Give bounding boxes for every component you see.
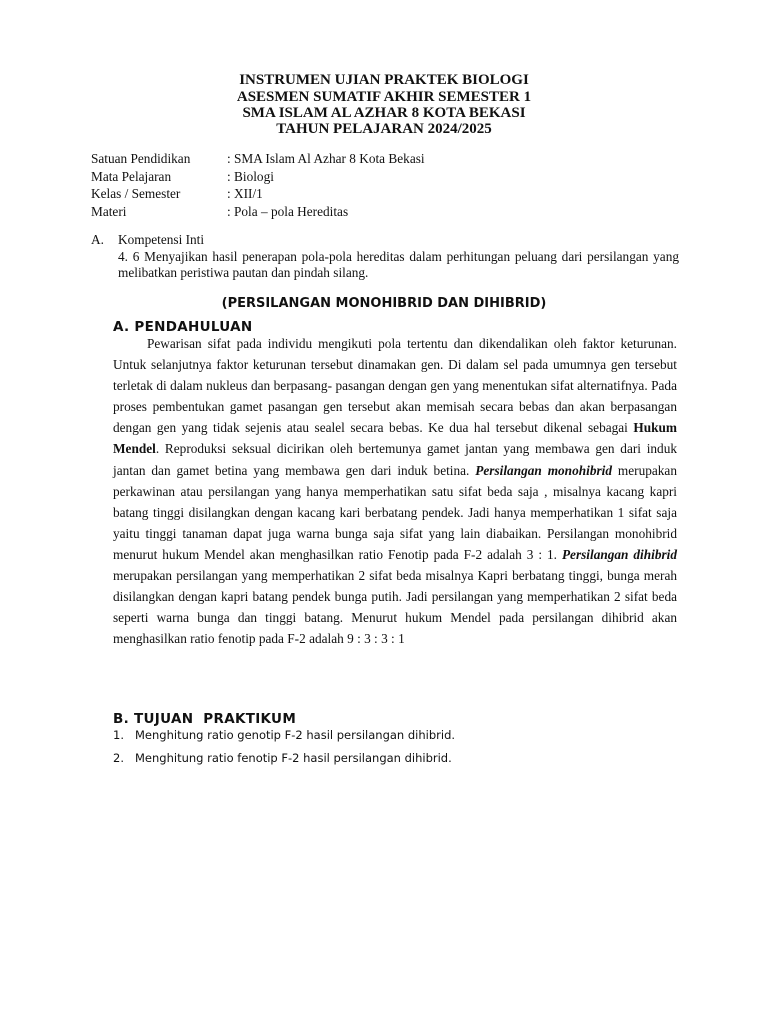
list-item [113, 750, 455, 773]
info-value: : Biologi [227, 168, 274, 184]
info-label: Materi [91, 203, 127, 219]
info-label: Kelas / Semester [91, 186, 181, 201]
info-row [91, 203, 425, 221]
list-number: 2. [113, 751, 124, 765]
info-row [91, 150, 425, 168]
kompetensi-marker: A. [91, 232, 104, 247]
list-text: Menghitung ratio fenotip F-2 hasil persilangan dihibrid. [135, 751, 452, 765]
header-line-3: SMA ISLAM AL AZHAR 8 KOTA BEKASI [242, 105, 526, 121]
header-line-2: ASESMEN SUMATIF AKHIR SEMESTER 1 [236, 89, 532, 105]
monohibrid-term: Persilangan monohibrid [475, 462, 612, 478]
heading-tujuan: B. TUJUAN PRAKTIKUM [113, 711, 297, 727]
list-text: Menghitung ratio genotip F-2 hasil persilangan dihibrid. [135, 728, 456, 742]
info-value: : XII/1 [227, 186, 263, 201]
hukum-mendel-term: Hukum Mendel [113, 420, 677, 457]
kompetensi-text: 4. 6 Menyajikan hasil penerapan pola-pola hereditas dalam perhitungan peluang dari persilangan yang melibatkan peristiwa pautan dan pindah silang. [118, 248, 679, 280]
heading-pendahuluan: A. PENDAHULUAN [113, 319, 253, 335]
info-row [91, 185, 425, 203]
kompetensi-inti [91, 232, 679, 282]
header-line-1: INSTRUMEN UJIAN PRAKTEK BIOLOGI [239, 72, 529, 88]
info-value: : SMA Islam Al Azhar 8 Kota Bekasi [227, 151, 425, 166]
paragraph-text: merupakan persilangan yang memperhatikan 2 sifat beda misalnya Kapri berbatang tinggi, bunga merah disilangkan dengan kapri batang pendek bunga putih. Jadi persilangan yang memperhatikan 2 sifat beda seperti warna bunga dan tinggi batang. Menurut hukum Mendel pada persilangan dihibrid akan menghasilkan ratio fenotip pada F-2 adalah 9 : 3 : 3 : 1 [113, 568, 677, 647]
info-label: Satuan Pendidikan [91, 151, 191, 166]
list-number: 1. [113, 728, 124, 742]
dihibrid-term: Persilangan dihibrid [561, 546, 677, 562]
tujuan-list [113, 727, 455, 773]
list-item [113, 727, 455, 750]
info-row [91, 168, 425, 186]
pendahuluan-paragraph [113, 333, 677, 649]
paragraph-text: . Reproduksi seksual dicirikan oleh bertemunya gamet jantan yang membawa gen dari induk jantan dan gamet betina yang membawa gen dari induk betina. [113, 441, 677, 478]
paragraph-text: Pewarisan sifat pada individu mengikuti pola tertentu dan dikendalikan oleh faktor keturunan. Untuk selanjutnya faktor keturunan tersebut dinamakan gen. Di dalam sel pada umumnya gen tersebut terletak di dalam nukleus dan berpasang- pasangan dengan gen yang menentukan sifat alternatifnya. Pada proses pembentukan gamet pasangan gen tersebut akan memisah secara bebas dan akan berpasangan dengan gen yang tidak sejenis atau sealel secara bebas. Ke dua hal tersebut dikenal sebagai [113, 336, 677, 436]
identity-table [91, 150, 425, 220]
section-title: (PERSILANGAN MONOHIBRID DAN DIHIBRID) [221, 296, 547, 311]
header-line-4: TAHUN PELAJARAN 2024/2025 [276, 121, 492, 137]
info-value: : Pola – pola Hereditas [227, 203, 349, 219]
kompetensi-title: Kompetensi Inti [118, 232, 205, 247]
info-label: Mata Pelajaran [91, 168, 172, 184]
paragraph-text: merupakan perkawinan atau persilangan yang hanya memperhatikan satu sifat beda saja , misalnya kacang kapri batang tinggi disilangkan dengan kacang kari berbatang pendek. Jadi hanya memperhatikan 1 sifat saja yaitu tinggi tanaman dapat juga warna bunga saja sifat yang lain diabaikan. Persilangan monohibrid menurut hukum Mendel akan menghasilkan ratio Fenotip pada F-2 adalah 3 : 1. [113, 462, 677, 562]
